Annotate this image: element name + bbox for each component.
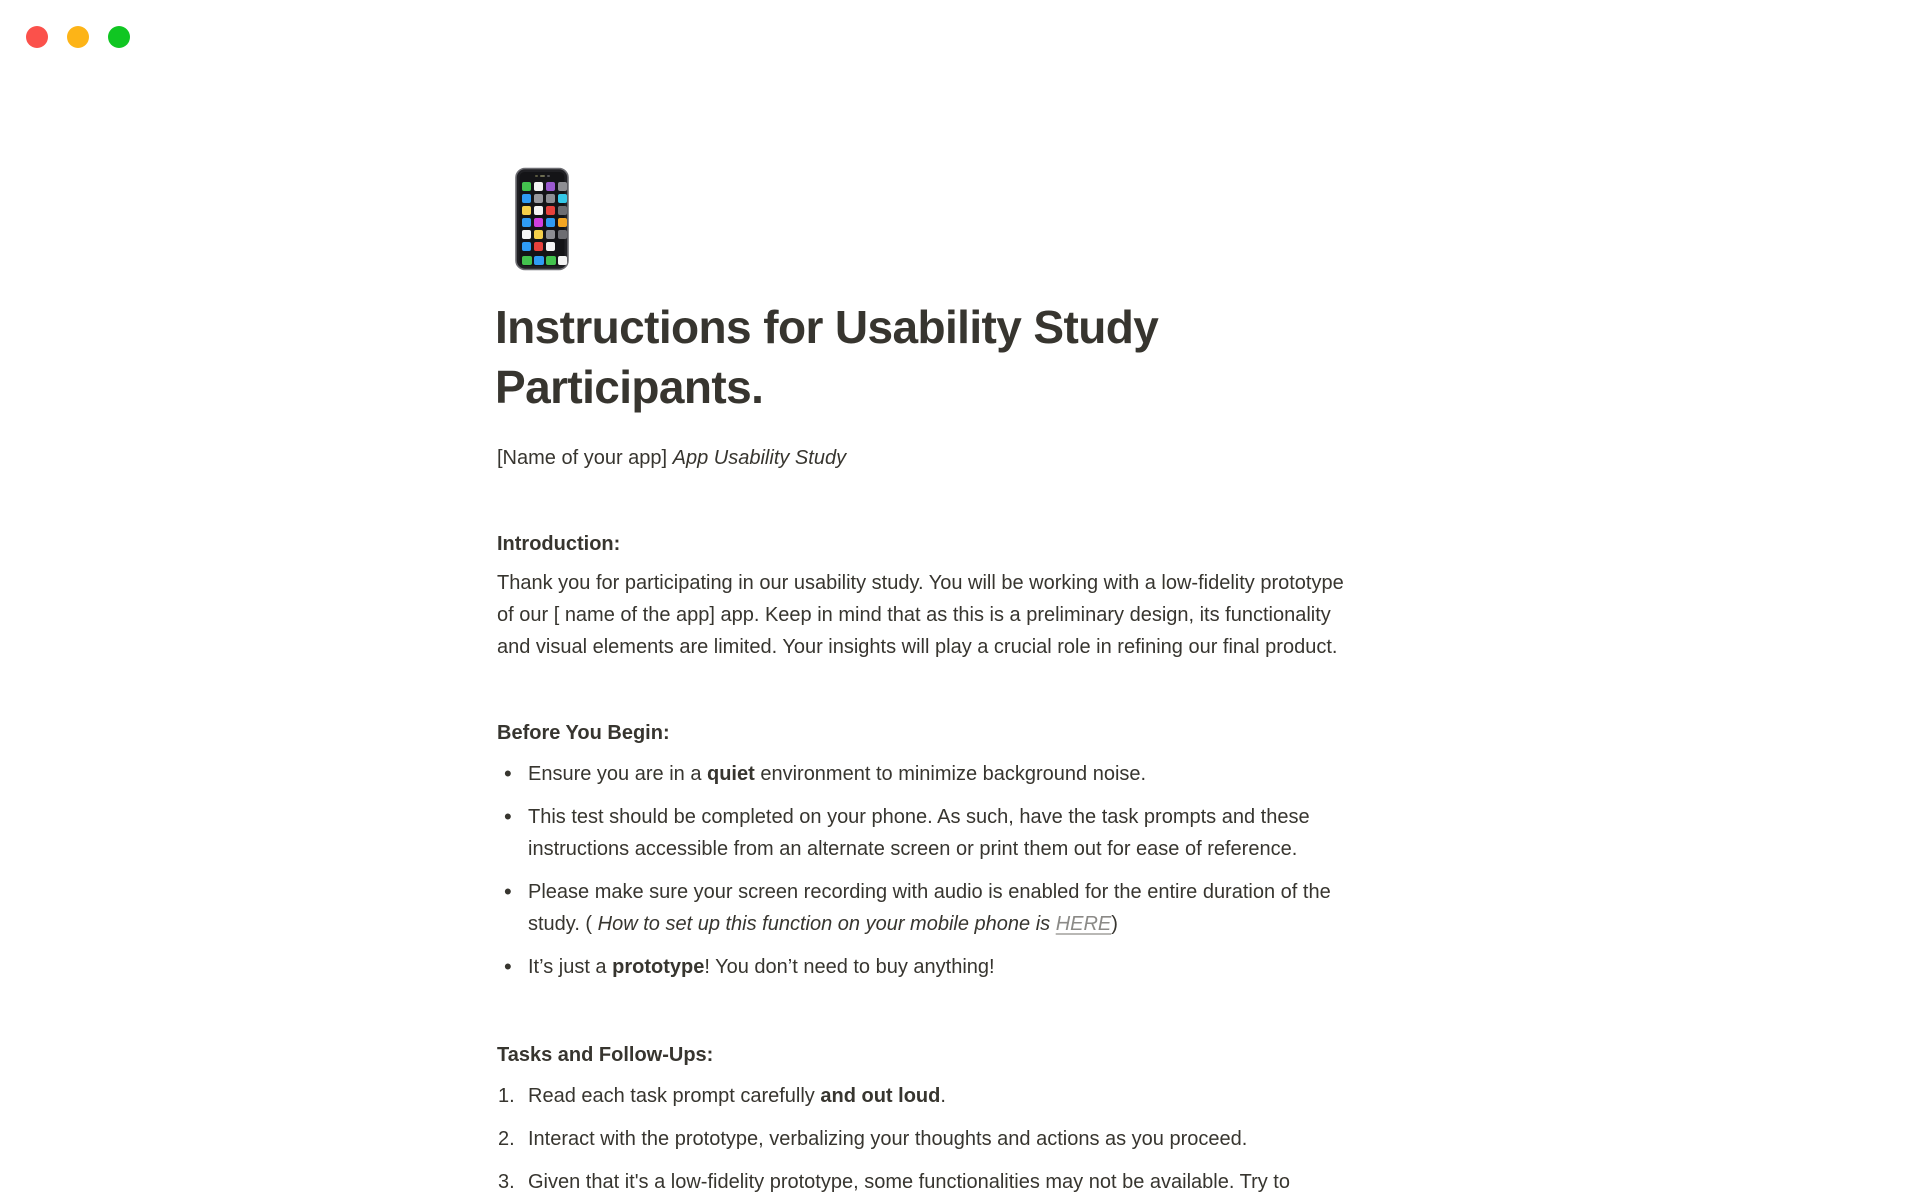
list-number: 1. [498, 1085, 515, 1107]
list-item-text [528, 956, 995, 978]
text-run: It’s just a [528, 956, 613, 978]
text-run: Given that it's a low-fidelity prototype, some functionalities may not be available. Try to [528, 1171, 1290, 1193]
text-run: study. ( [528, 913, 598, 935]
list-item-text [528, 1085, 946, 1107]
tasks-numbered-list [495, 1075, 1495, 1204]
minimize-button[interactable] [67, 26, 89, 48]
list-item-text [528, 1171, 1290, 1193]
tasks-heading: Tasks and Follow-Ups: [497, 1044, 714, 1066]
introduction-paragraph [495, 564, 1495, 666]
subtitle [495, 439, 1495, 477]
list-item-text [528, 1128, 1247, 1150]
text-run: environment to minimize background noise. [754, 763, 1147, 785]
list-item-text [528, 801, 1493, 865]
numbered-item-interact [495, 1118, 1495, 1161]
bullet-item-phone-test [495, 796, 1495, 871]
paragraph-line: and visual elements are limited. Your insights will play a crucial role in refining our final product. [497, 636, 1338, 658]
mobile-phone-icon-graphic [513, 167, 571, 271]
introduction-heading: Introduction: [497, 533, 621, 555]
text-run: . [940, 1085, 946, 1107]
bullet-item-screen-recording [495, 871, 1495, 946]
numbered-item-low-fidelity [495, 1161, 1495, 1204]
before-you-begin-heading: Before You Begin: [497, 722, 670, 744]
text-run: ! You don’t need to buy anything! [704, 956, 995, 978]
italic-run: How to set up this function on your mobile phone is [597, 913, 1056, 935]
document-page [495, 0, 1495, 1204]
text-run: Interact with the prototype, verbalizing your thoughts and actions as you proceed. [528, 1128, 1248, 1150]
here-link[interactable] [1056, 913, 1112, 935]
paragraph-line: of our [ name of the app] app. Keep in mind that as this is a preliminary design, its functionality [497, 604, 1331, 626]
close-button[interactable] [26, 26, 48, 48]
list-item-text [528, 763, 1146, 785]
before-bullet-list [495, 753, 1495, 989]
here-link-label: HERE [1055, 913, 1112, 935]
blank-line [495, 667, 1495, 713]
zoom-button[interactable] [108, 26, 130, 48]
mobile-phone-icon[interactable] [513, 167, 571, 271]
text-run: • Please make sure your screen recording with audio is enabled for the entire duration of the [528, 881, 1331, 903]
text-run: Ensure you are in a [528, 763, 707, 785]
blank-line [495, 478, 1495, 524]
subtitle-italic: App Usability Study [672, 447, 847, 469]
blank-line [495, 989, 1495, 1035]
bold-run: prototype [612, 956, 705, 978]
text-run-line [528, 908, 1493, 940]
text-run: • This test should be completed on your phone. As such, have the task prompts and these [528, 806, 1310, 828]
subtitle-plain: [Name of your app] [497, 447, 673, 469]
list-number: 2. [498, 1128, 515, 1150]
list-item-text [528, 876, 1493, 940]
bullet-item-prototype [495, 946, 1495, 989]
text-run: ) [1111, 913, 1118, 935]
bold-run: quiet [707, 763, 755, 785]
list-number: 3. [498, 1171, 515, 1193]
text-run: instructions accessible from an alternate screen or print them out for ease of reference. [528, 838, 1298, 860]
bold-run: and out loud [820, 1085, 941, 1107]
text-run: Read each task prompt carefully [528, 1085, 821, 1107]
paragraph-line: Thank you for participating in our usability study. You will be working with a low-fidelity prototype [497, 572, 1344, 594]
bullet-item-quiet-environment [495, 753, 1495, 796]
numbered-item-read-prompts [495, 1075, 1495, 1118]
page-title: Instructions for Usability Study Participants. [495, 301, 1159, 413]
window-controls [26, 26, 130, 48]
